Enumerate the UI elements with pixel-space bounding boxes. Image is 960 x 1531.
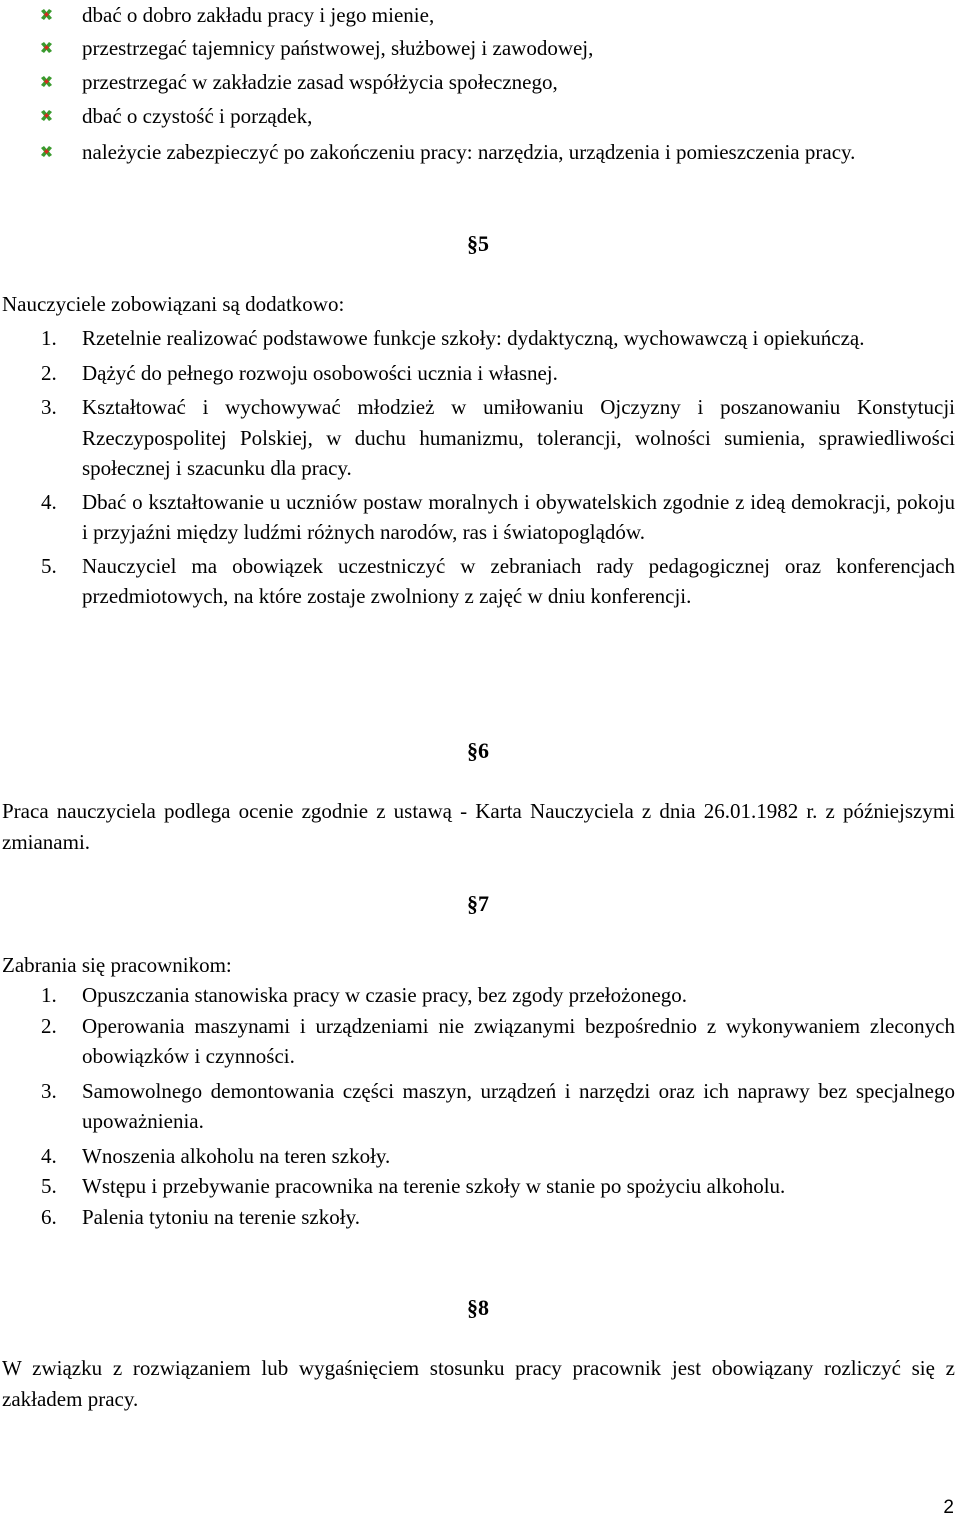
check-cross-bullet-icon bbox=[40, 8, 53, 21]
list-item-text: Opuszczania stanowiska pracy w czasie pracy, bez zgody przełożonego. bbox=[82, 983, 688, 1007]
prohibitions-list bbox=[0, 980, 955, 1232]
section-heading-6: §6 bbox=[467, 738, 489, 763]
list-number: 2. bbox=[41, 1013, 57, 1038]
bullet-text: należycie zabezpieczyć po zakończeniu pracy: narzędzia, urządzenia i pomieszczenia pracy. bbox=[82, 140, 856, 164]
list-item-text: Dbać o kształtowanie u uczniów postaw moralnych i obywatelskich zgodnie z ideą demokracji, pokoju i przyjaźni między ludźmi różnych narodów, ras i światopoglądów. bbox=[82, 489, 955, 544]
list-number: 3. bbox=[41, 395, 57, 419]
check-cross-bullet-icon bbox=[40, 75, 53, 88]
list-item bbox=[0, 1202, 955, 1233]
list-item bbox=[0, 1011, 955, 1072]
bullet-item bbox=[0, 101, 960, 132]
check-cross-bullet-icon bbox=[40, 145, 53, 158]
section-heading-5: §5 bbox=[467, 231, 489, 256]
list-number: 1. bbox=[41, 983, 57, 1007]
section-6-text: Praca nauczyciela podlega ocenie zgodnie z ustawą - Karta Nauczyciela z dnia 26.01.1982 r. z późniejszymi zmianami. bbox=[2, 799, 955, 854]
list-item-text: Wstępu i przebywanie pracownika na terenie szkoły w stanie po spożyciu alkoholu. bbox=[82, 1174, 786, 1198]
list-item bbox=[0, 392, 955, 484]
list-item bbox=[0, 487, 955, 548]
check-cross-bullet-icon bbox=[40, 109, 53, 122]
list-number: 4. bbox=[41, 489, 57, 514]
page-number: 2 bbox=[943, 1497, 954, 1518]
section-5-intro: Nauczyciele zobowiązani są dodatkowo: bbox=[2, 292, 345, 316]
list-number: 2. bbox=[41, 360, 57, 385]
list-item-text: Dążyć do pełnego rozwoju osobowości ucznia i własnej. bbox=[82, 360, 558, 385]
list-item-text: Palenia tytoniu na terenie szkoły. bbox=[82, 1204, 360, 1229]
bullet-text: dbać o dobro zakładu pracy i jego mienie, bbox=[82, 3, 435, 27]
list-item bbox=[0, 1076, 955, 1137]
list-item bbox=[0, 980, 955, 1011]
list-number: 5. bbox=[41, 553, 57, 578]
list-item bbox=[0, 1171, 955, 1202]
bullet-text: dbać o czystość i porządek, bbox=[82, 104, 313, 128]
list-number: 5. bbox=[41, 1174, 57, 1198]
list-item-text: Kształtować i wychowywać młodzież w umiłowaniu Ojczyzny i poszanowaniu Konstytucji Rzeczypospolitej Polskiej, w duchu humanizmu, tolerancji, wolności sumienia, sprawiedliwości społecznej i szacunku dla pracy. bbox=[82, 395, 955, 480]
bullet-text: przestrzegać w zakładzie zasad współżycia społecznego, bbox=[82, 70, 558, 94]
bullet-text: przestrzegać tajemnicy państwowej, służbowej i zawodowej, bbox=[82, 36, 594, 60]
check-cross-bullet-icon bbox=[40, 41, 53, 54]
list-item-text: Operowania maszynami i urządzeniami nie związanymi bezpośrednio z wykonywaniem zleconych obowiązków i czynności. bbox=[82, 1013, 955, 1068]
list-item-text: Rzetelnie realizować podstawowe funkcje szkoły: dydaktyczną, wychowawczą i opiekuńczą. bbox=[82, 326, 865, 350]
list-number: 6. bbox=[41, 1204, 57, 1229]
bullet-item bbox=[0, 0, 960, 31]
bullet-item bbox=[0, 33, 960, 64]
list-number: 3. bbox=[41, 1078, 57, 1103]
list-item-text: Nauczyciel ma obowiązek uczestniczyć w zebraniach rady pedagogicznej oraz konferencjach przedmiotowych, na które zostaje zwolniony z zajęć w dniu konferencji. bbox=[82, 553, 955, 608]
section-heading-7: §7 bbox=[467, 891, 489, 916]
list-item bbox=[0, 1141, 955, 1172]
list-item bbox=[0, 551, 955, 612]
list-item-text: Wnoszenia alkoholu na teren szkoły. bbox=[82, 1143, 391, 1168]
list-item bbox=[0, 323, 955, 354]
list-item-text: Samowolnego demontowania części maszyn, urządzeń i narzędzi oraz ich naprawy bez specjalnego upoważnienia. bbox=[82, 1078, 955, 1133]
list-number: 1. bbox=[41, 326, 57, 350]
teacher-duties-list bbox=[0, 323, 955, 612]
list-item bbox=[0, 358, 955, 389]
bullet-item bbox=[0, 67, 960, 98]
section-7-intro: Zabrania się pracownikom: bbox=[2, 953, 232, 977]
bullet-item bbox=[0, 137, 960, 168]
list-number: 4. bbox=[41, 1143, 57, 1168]
section-heading-8: §8 bbox=[467, 1295, 489, 1320]
section-8-text: W związku z rozwiązaniem lub wygaśnięciem stosunku pracy pracownik jest obowiązany rozliczyć się z zakładem pracy. bbox=[2, 1356, 955, 1411]
